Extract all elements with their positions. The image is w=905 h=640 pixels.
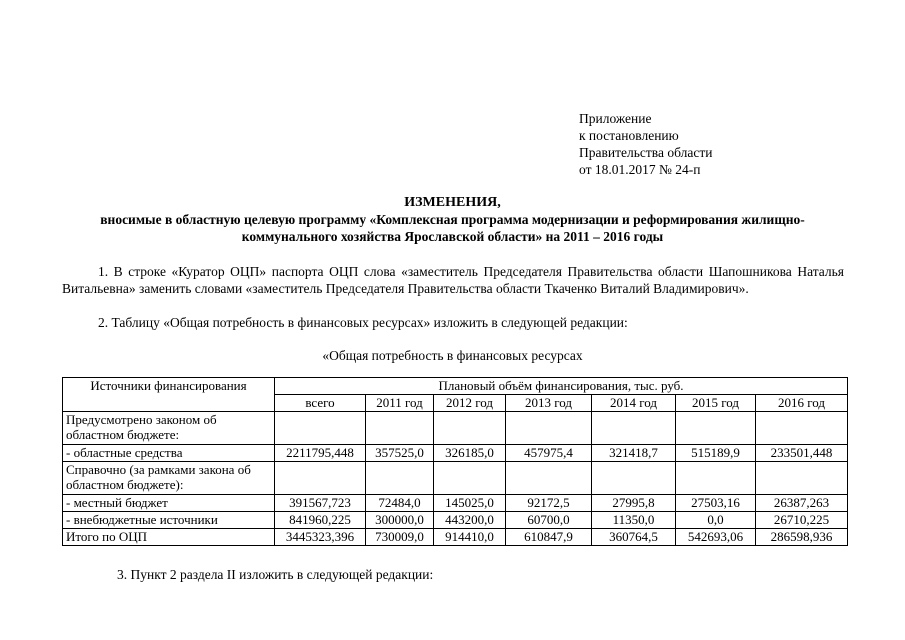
row-label: Итого по ОЦП bbox=[63, 529, 275, 546]
row-label: - областные средства bbox=[63, 445, 275, 462]
appendix-line: от 18.01.2017 № 24-п bbox=[579, 162, 701, 177]
paragraph-2: 2. Таблицу «Общая потребность в финансовых ресурсах» изложить в следующей редакции: bbox=[98, 315, 628, 330]
appendix-block bbox=[579, 110, 712, 178]
value-cell: 26387,263 bbox=[756, 495, 848, 512]
value-cell: 0,0 bbox=[676, 512, 756, 529]
value-cell: 914410,0 bbox=[434, 529, 506, 546]
value-cell: 92172,5 bbox=[506, 495, 592, 512]
empty-cell bbox=[275, 462, 366, 495]
empty-cell bbox=[366, 412, 434, 445]
paragraph-3: 3. Пункт 2 раздела II изложить в следующей редакции: bbox=[117, 567, 434, 582]
table-row bbox=[63, 445, 848, 462]
column-header: 2015 год bbox=[676, 395, 756, 412]
value-cell: 3445323,396 bbox=[275, 529, 366, 546]
table-row bbox=[63, 495, 848, 512]
empty-cell bbox=[592, 412, 676, 445]
value-cell: 27995,8 bbox=[592, 495, 676, 512]
column-header: 2016 год bbox=[756, 395, 848, 412]
value-cell: 841960,225 bbox=[275, 512, 366, 529]
row-label: - внебюджетные источники bbox=[63, 512, 275, 529]
table-header-row bbox=[63, 378, 848, 395]
document-title: ИЗМЕНЕНИЯ, bbox=[404, 195, 501, 210]
section-label: Предусмотрено законом об областном бюджете: bbox=[63, 412, 275, 445]
header-plan-cell: Плановый объём финансирования, тыс. руб. bbox=[275, 378, 848, 395]
value-cell: 2211795,448 bbox=[275, 445, 366, 462]
value-cell: 321418,7 bbox=[592, 445, 676, 462]
table-total-row bbox=[63, 529, 848, 546]
header-source-cell: Источники финансирования bbox=[63, 378, 275, 412]
value-cell: 11350,0 bbox=[592, 512, 676, 529]
value-cell: 27503,16 bbox=[676, 495, 756, 512]
document-subtitle: вносимые в областную целевую программу «Комплексная программа модернизации и реформирования жилищно-коммунального хозяйства Ярославской области» на 2011 – 2016 годы bbox=[100, 212, 805, 244]
financing-table bbox=[62, 377, 848, 546]
appendix-line: к постановлению bbox=[579, 128, 679, 143]
empty-cell bbox=[506, 462, 592, 495]
table-row bbox=[63, 512, 848, 529]
value-cell: 457975,4 bbox=[506, 445, 592, 462]
empty-cell bbox=[676, 412, 756, 445]
row-label: - местный бюджет bbox=[63, 495, 275, 512]
value-cell: 515189,9 bbox=[676, 445, 756, 462]
empty-cell bbox=[592, 462, 676, 495]
value-cell: 72484,0 bbox=[366, 495, 434, 512]
column-header: 2013 год bbox=[506, 395, 592, 412]
value-cell: 542693,06 bbox=[676, 529, 756, 546]
empty-cell bbox=[366, 462, 434, 495]
value-cell: 360764,5 bbox=[592, 529, 676, 546]
value-cell: 326185,0 bbox=[434, 445, 506, 462]
value-cell: 60700,0 bbox=[506, 512, 592, 529]
empty-cell bbox=[506, 412, 592, 445]
table-section-row bbox=[63, 462, 848, 495]
column-header: 2012 год bbox=[434, 395, 506, 412]
appendix-line: Правительства области bbox=[579, 145, 713, 160]
appendix-line: Приложение bbox=[579, 111, 652, 126]
paragraph-1: 1. В строке «Куратор ОЦП» паспорта ОЦП слова «заместитель Председателя Правительства области Шапошникова Наталья Витальевна» заменить словами «заместитель Председателя Правительства области Ткаченко Виталий Владимирович». bbox=[62, 264, 844, 296]
value-cell: 233501,448 bbox=[756, 445, 848, 462]
value-cell: 145025,0 bbox=[434, 495, 506, 512]
value-cell: 610847,9 bbox=[506, 529, 592, 546]
value-cell: 357525,0 bbox=[366, 445, 434, 462]
empty-cell bbox=[434, 462, 506, 495]
value-cell: 286598,936 bbox=[756, 529, 848, 546]
empty-cell bbox=[676, 462, 756, 495]
value-cell: 730009,0 bbox=[366, 529, 434, 546]
column-header: всего bbox=[275, 395, 366, 412]
empty-cell bbox=[275, 412, 366, 445]
value-cell: 26710,225 bbox=[756, 512, 848, 529]
column-header: 2014 год bbox=[592, 395, 676, 412]
value-cell: 300000,0 bbox=[366, 512, 434, 529]
table-caption: «Общая потребность в финансовых ресурсах bbox=[322, 348, 583, 363]
table-section-row bbox=[63, 412, 848, 445]
column-header: 2011 год bbox=[366, 395, 434, 412]
section-label: Справочно (за рамками закона об областном бюджете): bbox=[63, 462, 275, 495]
empty-cell bbox=[434, 412, 506, 445]
value-cell: 443200,0 bbox=[434, 512, 506, 529]
empty-cell bbox=[756, 412, 848, 445]
empty-cell bbox=[756, 462, 848, 495]
value-cell: 391567,723 bbox=[275, 495, 366, 512]
